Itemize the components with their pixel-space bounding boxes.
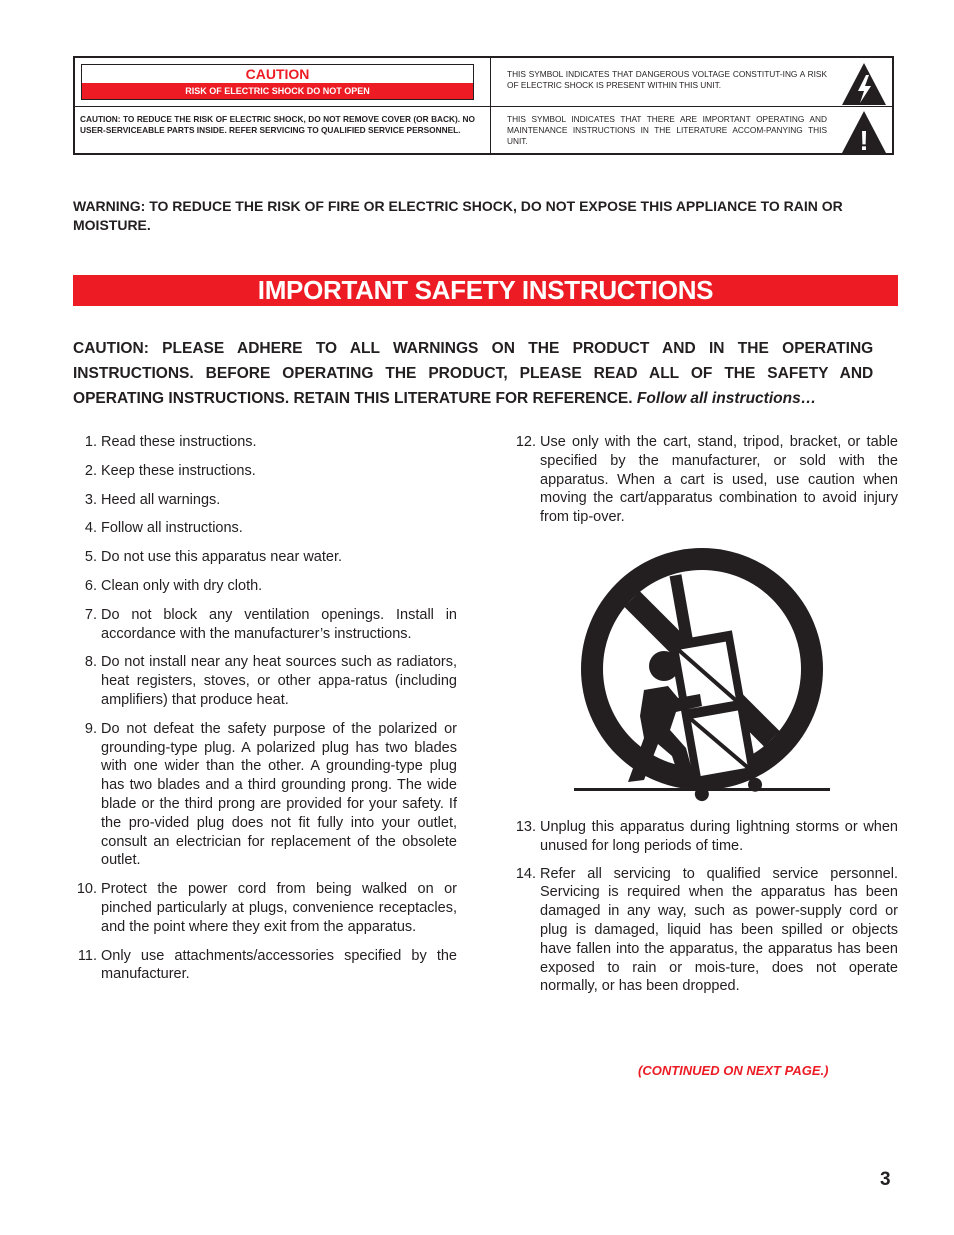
cart-tip-over-warning-icon [566, 548, 838, 806]
warning-text: WARNING: TO REDUCE THE RISK OF FIRE OR ELECTRIC SHOCK, DO NOT EXPOSE THIS APPLIANCE TO RAIN OR MOISTURE. [73, 198, 843, 233]
symbol1-text: THIS SYMBOL INDICATES THAT DANGEROUS VOLTAGE CONSTITUT-ING A RISK OF ELECTRIC SHOCK IS PRESENT WITHIN THIS UNIT. [507, 69, 827, 91]
item-text: Keep these instructions. [101, 462, 256, 479]
item-number: 1. [84, 434, 97, 450]
item-text: Do not use this apparatus near water. [101, 549, 343, 566]
item-number: 9. [84, 720, 97, 737]
list-item [512, 865, 898, 997]
item-text: Do not install near any heat sources such as radiators, heat registers, stoves, or other appa-ratus (including amplifiers) that produce heat. [101, 654, 457, 708]
list-item [73, 720, 457, 870]
symbol2-text: THIS SYMBOL INDICATES THAT THERE ARE IMPORTANT OPERATING AND MAINTENANCE INSTRUCTIONS IN THE LITERATURE ACCOM-PANYING THIS UNIT. [507, 114, 827, 147]
safety-banner [73, 275, 898, 306]
caution-intro-italic: Follow all instructions… [636, 390, 817, 407]
list-item [512, 818, 898, 856]
item-text: Heed all warnings. [101, 491, 221, 508]
caution-box [73, 56, 894, 155]
item-text: Clean only with dry cloth. [101, 577, 263, 594]
list-item [73, 606, 457, 644]
item-text: Use only with the cart, stand, tripod, bracket, or table specified by the manufacturer, or sold with the apparatus. When a cart is used, use caution when moving the cart/apparatus combination to avoid injury from tip-over. [540, 434, 898, 526]
item-text: Only use attachments/accessories specified by the manufacturer. [101, 947, 457, 983]
list-item [73, 462, 457, 481]
list-item [73, 519, 457, 538]
item-text: Do not block any ventilation openings. Install in accordance with the manufacturer’s instructions. [101, 606, 457, 642]
instructions-right-bottom-list [512, 818, 898, 1005]
item-number: 7. [84, 606, 97, 623]
item-number: 5. [84, 549, 97, 566]
list-item [73, 548, 457, 567]
list-item [73, 947, 457, 985]
caution-intro [73, 336, 873, 411]
list-item [73, 491, 457, 510]
instructions-left-list [73, 433, 457, 994]
lightning-triangle-icon [841, 62, 887, 106]
item-number: 6. [84, 577, 97, 594]
list-item [73, 577, 457, 596]
item-text: Protect the power cord from being walked on or pinched particularly at plugs, convenience receptacles, and the point where they exit from the apparatus. [101, 881, 457, 935]
list-item [73, 433, 457, 452]
banner-title: IMPORTANT SAFETY INSTRUCTIONS [257, 275, 714, 305]
caution-intro-text: CAUTION: PLEASE ADHERE TO ALL WARNINGS ON THE PRODUCT AND IN THE OPERATING INSTRUCTIONS. BEFORE OPERATING THE PRODUCT, PLEASE READ ALL OF THE SAFETY AND OPERATING INSTRUCTIONS. RETAIN THIS LITERATURE FOR REFERENCE. [73, 340, 874, 407]
item-number: 8. [84, 654, 97, 671]
item-number: 10. [76, 881, 97, 898]
item-text: Follow all instructions. [101, 520, 243, 537]
item-text: Refer all servicing to qualified service personnel. Servicing is required when the apparatus has been damaged in any way, such as power-supply cord or plug is damaged, liquid has been spilled or objects have fallen into the apparatus, the apparatus has been exposed to rain or mois-ture, does not operate normally, or has been dropped. [540, 865, 898, 995]
list-item [73, 880, 457, 936]
item-number: 14. [515, 865, 536, 882]
exclamation-triangle-icon [841, 110, 887, 154]
list-item [512, 433, 898, 527]
item-number: 13. [515, 819, 536, 835]
item-number: 2. [84, 462, 97, 479]
caution-title: CAUTION [245, 66, 310, 82]
item-number: 11. [77, 947, 97, 964]
item-number: 12. [515, 434, 536, 450]
continued-note: (CONTINUED ON NEXT PAGE.) [638, 1063, 829, 1078]
item-text: Read these instructions. [101, 434, 257, 450]
caution-label [81, 64, 474, 100]
caution-subtitle: RISK OF ELECTRIC SHOCK DO NOT OPEN [82, 83, 473, 99]
item-number: 3. [84, 491, 97, 508]
list-item [73, 653, 457, 709]
instructions-right-top-list [512, 433, 898, 527]
item-text: Unplug this apparatus during lightning storms or when unused for long periods of time. [540, 819, 898, 854]
item-number: 4. [84, 520, 97, 537]
caution-box-divider-horizontal [75, 106, 892, 107]
item-text: Do not defeat the safety purpose of the polarized or grounding-type plug. A polarized plug has two blades with one wider than the other. A grounding-type plug has two blades and a third grounding prong. The wide blade or the third prong are provided for your safety. If the pro-vided plug does not fit fully into your outlet, consult an electrician for replacement of the obsolete outlet. [101, 720, 457, 869]
page-number: 3 [880, 1169, 891, 1190]
caution-text: CAUTION: TO REDUCE THE RISK OF ELECTRIC SHOCK, DO NOT REMOVE COVER (OR BACK). NO USER-SERVICEABLE PARTS INSIDE. REFER SERVICING TO QUALIFIED SERVICE PERSONNEL. [80, 114, 475, 136]
exclamation-mark: ! [859, 125, 869, 154]
